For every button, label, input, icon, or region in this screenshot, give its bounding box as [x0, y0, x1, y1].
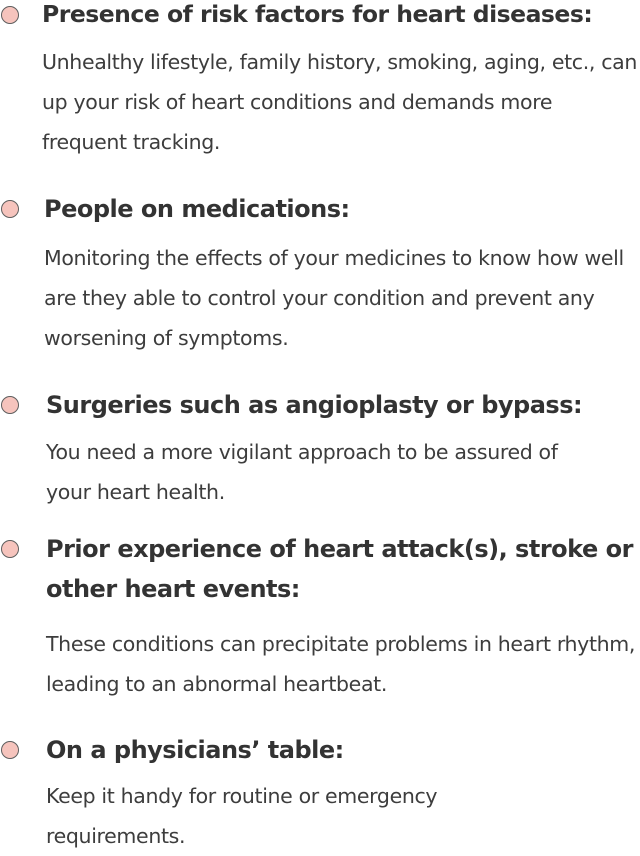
- item-description: Monitoring the effects of your medicines to know how well are they able to control your condition and prevent any worsening of symptoms.: [44, 246, 624, 350]
- item-description: Unhealthy lifestyle, family history, smoking, aging, etc., can up your risk of heart conditions and demands more frequent tracking.: [42, 50, 637, 154]
- item-heading: Prior experience of heart attack(s), stroke or other heart events:: [46, 535, 633, 603]
- bullet-icon: [1, 540, 19, 558]
- item-description: You need a more vigilant approach to be assured of your heart health.: [46, 440, 558, 504]
- item-heading: People on medications:: [44, 195, 350, 223]
- bullet-icon: [1, 396, 19, 414]
- item-description: Keep it handy for routine or emergency requirements.: [46, 784, 438, 848]
- item-heading: Surgeries such as angioplasty or bypass:: [46, 391, 583, 419]
- bullet-icon: [1, 6, 19, 24]
- bullet-icon: [1, 741, 19, 759]
- item-heading: On a physicians’ table:: [46, 736, 344, 764]
- item-description: These conditions can precipitate problems in heart rhythm, leading to an abnormal heartbeat.: [46, 632, 636, 696]
- item-heading: Presence of risk factors for heart diseases:: [42, 0, 593, 28]
- bullet-icon: [1, 200, 19, 218]
